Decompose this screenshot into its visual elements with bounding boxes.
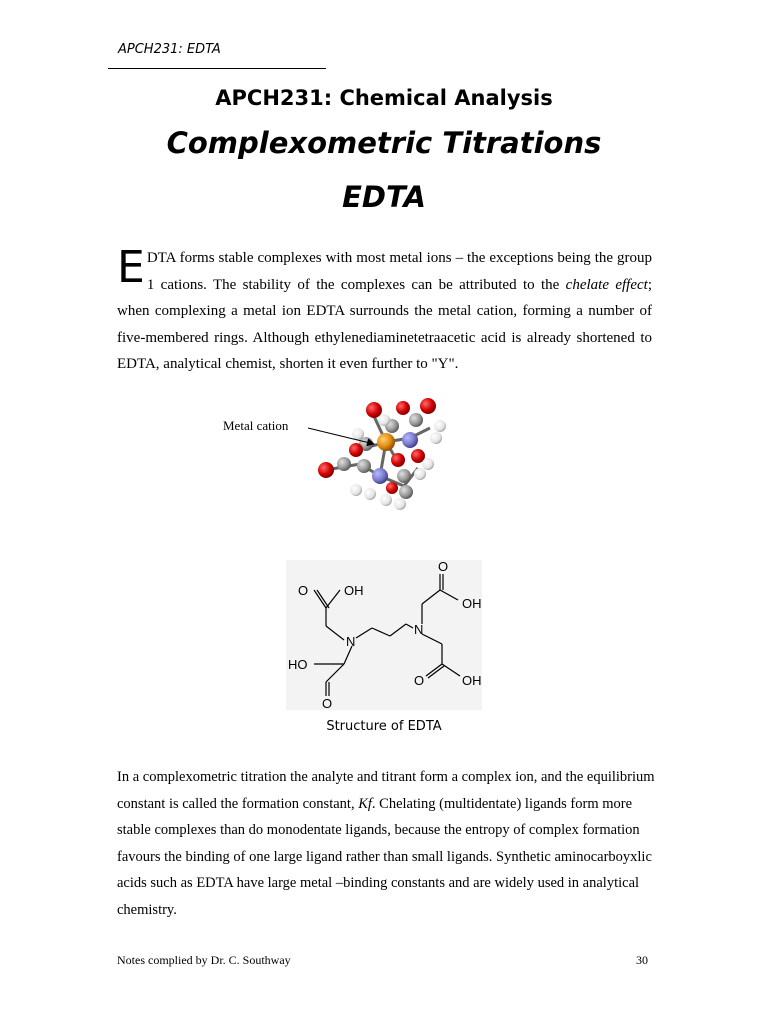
atom-label-o: O: [438, 560, 449, 574]
topic-title: Complexometric Titrations: [166, 126, 602, 160]
atom-label-oh: OH: [344, 583, 364, 598]
atom-label-o: O: [298, 583, 309, 598]
intro-text-1: DTA forms stable complexes with most metal ions – the exceptions being the group 1 cations. The stability of the complexes can be attributed to the: [146, 250, 652, 293]
atom-label-n: N: [346, 634, 356, 649]
atom-label-n: N: [414, 622, 424, 637]
atom-label-oh: OH: [462, 596, 482, 611]
subtopic-title: EDTA: [342, 180, 426, 214]
para2-text-2: . Chelating (multidentate) ligands form more stable complexes than do monodentate ligands, because the entropy of complex formation favours the binding of one large ligand rather than small ligands. Synthetic aminocarboyxlic acids such as EDTA have large metal –binding constants and are widely used in analytical chemistry.: [117, 795, 652, 918]
drop-cap: E: [117, 242, 145, 293]
atom-label-oh: OH: [462, 673, 482, 688]
atom-label-o: O: [414, 673, 425, 688]
page-number: 30: [636, 953, 648, 967]
course-title: APCH231: Chemical Analysis: [215, 86, 553, 110]
metal-cation-label: Metal cation: [223, 418, 289, 433]
running-header: APCH231: EDTA: [118, 42, 221, 57]
intro-text-2: ; when complexing a metal ion EDTA surrounds the metal cation, forming a number of five-membered rings. Although ethylenediaminetetraacetic acid is already shortened to EDTA, analytical chemist, shorten it even further to "Y".: [117, 276, 652, 372]
atom-label-ho: HO: [288, 657, 308, 672]
footer-credit: Notes complied by Dr. C. Southway: [117, 953, 291, 967]
header-divider: [108, 68, 326, 69]
atom-label-o: O: [322, 696, 333, 710]
body-paragraph: [117, 764, 657, 923]
edta-metal-complex-model: [300, 398, 460, 516]
label-pointer-arrow: [300, 420, 380, 450]
para2-italic-term: Kf: [358, 795, 372, 812]
intro-paragraph: [117, 242, 652, 378]
intro-italic-term: chelate effect: [565, 276, 648, 293]
edta-structure-diagram: [286, 560, 482, 710]
para2-text-1: In a complexometric titration the analyte and titrant form a complex ion, and the equilibrium constant is called the formation constant,: [117, 769, 655, 812]
structure-caption: Structure of EDTA: [326, 719, 442, 734]
